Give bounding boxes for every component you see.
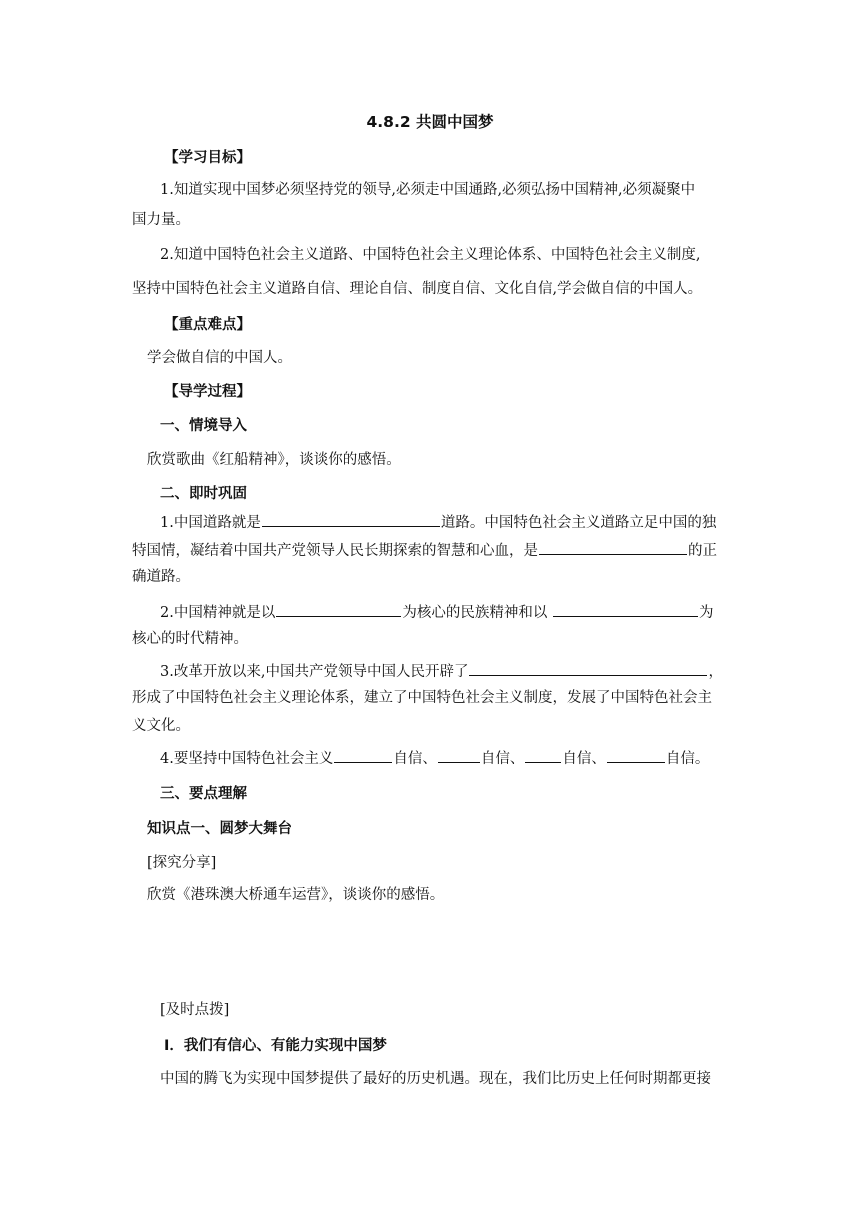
q4-text-b: 自信、	[393, 751, 437, 767]
q2-text-b: 为核心的民族精神和以	[402, 605, 548, 621]
question-3-line-1	[160, 660, 723, 682]
objective-2-line-1: 2.知道中国特色社会主义道路、中国特色社会主义理论体系、中国特色社会主义制度,	[160, 247, 701, 263]
question-2-line-1	[160, 601, 713, 623]
point-1-text: 中国的腾飞为实现中国梦提供了最好的历史机遇。现在，我们比历史上任何时期都更接	[160, 1071, 711, 1087]
keypoint-text: 学会做自信的中国人。	[147, 350, 292, 366]
intro-text: 欣赏歌曲《红船精神》，谈谈你的感悟。	[147, 452, 401, 468]
question-1-line-2	[132, 539, 717, 561]
q3-text-a: 3.改革开放以来,中国共产党领导中国人民开辟了	[160, 664, 469, 680]
q4-blank-3[interactable]	[525, 747, 561, 763]
q1-text-a: 1.中国道路就是	[160, 515, 261, 531]
explore-text: 欣赏《港珠澳大桥通车运营》，谈谈你的感悟。	[147, 887, 445, 903]
q2-blank-2[interactable]	[553, 601, 698, 617]
page-title: 4.8.2 共圆中国梦	[366, 113, 494, 131]
q1-text-c: 特国情，凝结着中国共产党领导人民长期探索的智慧和心血，是	[132, 543, 538, 559]
question-2-line-2: 核心的时代精神。	[132, 631, 248, 647]
q1-text-d: 的正	[688, 543, 717, 559]
question-1-line-3: 确道路。	[132, 569, 190, 585]
section-objectives: 【学习目标】	[164, 150, 251, 166]
q4-blank-4[interactable]	[607, 747, 665, 763]
q3-blank-1[interactable]	[469, 660, 707, 676]
section-keypoints: 【重点难点】	[164, 317, 251, 333]
heading-situation-intro: 一、情境导入	[160, 418, 247, 434]
point-1-heading: Ⅰ．我们有信心、有能力实现中国梦	[164, 1038, 387, 1054]
q4-blank-2[interactable]	[438, 747, 480, 763]
question-3-line-2: 形成了中国特色社会主义理论体系，建立了中国特色社会主义制度，发展了中国特色社会主	[132, 690, 712, 706]
q4-text-d: 自信、	[562, 751, 606, 767]
knowledge-point-1: 知识点一、圆梦大舞台	[147, 821, 292, 837]
objective-1-line-2: 国力量。	[132, 212, 190, 228]
q1-text-b: 道路。中国特色社会主义道路立足中国的独	[440, 515, 717, 531]
q4-text-c: 自信、	[480, 751, 525, 767]
question-1-line-1	[160, 511, 716, 533]
question-3-line-3: 义文化。	[132, 718, 190, 734]
objective-1-line-1: 1.知道实现中国梦必须坚持党的领导,必须走中国通路,必须弘扬中国精神,必须凝聚中	[160, 182, 696, 198]
q3-text-b: ，	[708, 664, 723, 680]
explore-label: [探究分享]	[147, 855, 217, 871]
q1-blank-1[interactable]	[262, 511, 440, 527]
q2-text-c: 为	[698, 605, 714, 621]
q4-text-e: 自信。	[665, 751, 710, 767]
objective-2-line-2: 坚持中国特色社会主义道路自信、理论自信、制度自信、文化自信,学会做自信的中国人。	[132, 281, 703, 297]
heading-consolidation: 二、即时巩固	[160, 486, 247, 502]
q4-blank-1[interactable]	[334, 747, 392, 763]
question-4	[160, 747, 709, 769]
q2-text-a: 2.中国精神就是以	[160, 605, 276, 621]
q4-text-a: 4.要坚持中国特色社会主义	[160, 751, 334, 767]
section-process: 【导学过程】	[164, 384, 251, 400]
heading-key-understanding: 三、要点理解	[160, 786, 247, 802]
tips-label: [及时点拨]	[160, 1002, 230, 1018]
q1-blank-2[interactable]	[539, 539, 687, 555]
q2-blank-1[interactable]	[276, 601, 401, 617]
